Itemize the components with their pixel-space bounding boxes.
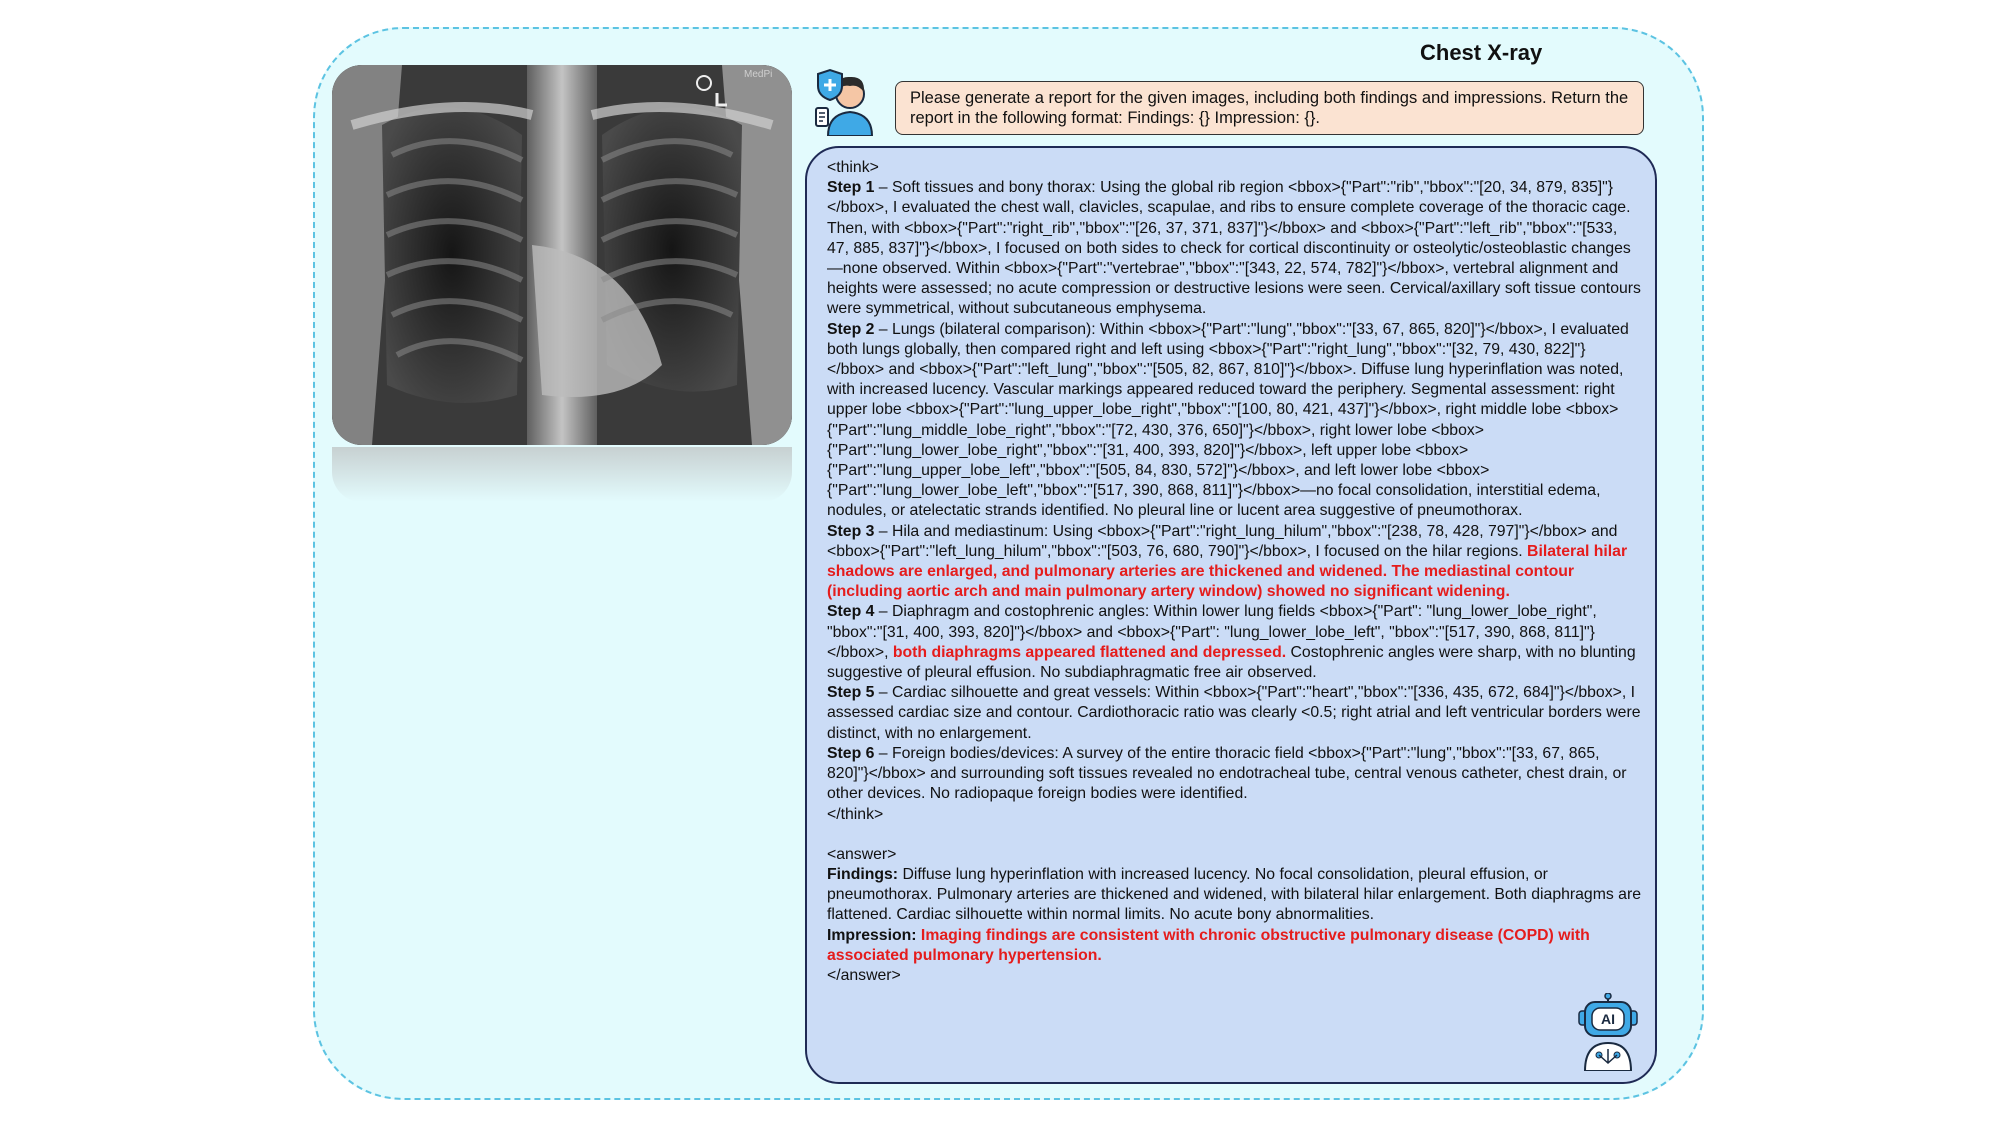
step-paragraph	[827, 178, 1641, 319]
step-paragraph	[827, 320, 1641, 522]
findings-label: Findings:	[827, 865, 899, 883]
step-text: – Hila and mediastinum: Using <bbox>{"Part":"right_lung_hilum","bbox":"[238, 78, 428, 797]"}</bbox> and <bbox>{"Part":"left_lung_hilum","bbox":"[503, 76, 680, 790]"}</bbox>, I focused on the hilar regions.	[827, 522, 1618, 560]
reasoning-steps	[827, 178, 1641, 804]
image-reflection	[332, 447, 792, 502]
step-highlight-text: Bilateral hilar shadows are enlarged, and pulmonary arteries are thickened and widened. The mediastinal contour (including aortic arch and main pulmonary artery window) showed no significant widening.	[827, 542, 1628, 601]
ai-icon-label: AI	[1601, 1011, 1615, 1027]
step-paragraph	[827, 744, 1641, 805]
findings-paragraph	[827, 865, 1641, 926]
answer-open-tag: <answer>	[827, 845, 897, 863]
findings-text: Diffuse lung hyperinflation with increased lucency. No focal consolidation, pleural effusion, or pneumothorax. Pulmonary arteries are thickened and widened, with bilateral hilar enlargement. Both diaphragms are flattened. Cardiac silhouette within normal limits. No acute bony abnormalities.	[827, 865, 1641, 924]
step-paragraph	[827, 522, 1641, 603]
step-label: Step 4	[827, 603, 875, 621]
doctor-user-icon	[810, 66, 880, 136]
impression-label: Impression:	[827, 926, 917, 944]
chest-xray-image	[332, 65, 792, 445]
step-paragraph	[827, 683, 1641, 744]
step-text: – Lungs (bilateral comparison): Within <bbox>{"Part":"lung","bbox":"[33, 67, 865, 820]"}</bbox>, I evaluated both lungs globally, then compared right and left using <bbox>{"Part":"right_lung","bbox":"[32, 79, 430, 822]"}</bbox> and <bbox>{"Part":"left_lung","bbox":"[505, 82, 867, 810]"}</bbox>. Diffuse lung hyperinflation was noted, with increased lucency. Vascular markings appeared reduced toward the periphery. Segmental assessment: right upper lobe <bbox>{"Part":"lung_upper_lobe_right","bbox":"[100, 80, 421, 437]"}</bbox>, right middle lobe <bbox>{"Part":"lung_middle_lobe_right","bbox":"[72, 430, 376, 650]"}</bbox>, right lower lobe <bbox>{"Part":"lung_lower_lobe_right","bbox":"[31, 400, 393, 820]"}</bbox>, left upper lobe <bbox>{"Part":"lung_upper_lobe_left","bbox":"[505, 84, 830, 572]"}</bbox>, and left lower lobe <bbox>{"Part":"lung_lower_lobe_left","bbox":"[517, 390, 868, 811]"}</bbox>—no focal consolidation, interstitial edema, nodules, or atelectatic strands identified. No pleural line or lucent area suggestive of pneumothorax.	[827, 320, 1629, 520]
step-label: Step 6	[827, 744, 875, 762]
think-open-tag: <think>	[827, 159, 879, 176]
answer-close-tag: </answer>	[827, 966, 901, 984]
impression-text: Imaging findings are consistent with chronic obstructive pulmonary disease (COPD) with associated pulmonary hypertension.	[827, 926, 1590, 964]
response-bubble	[805, 146, 1657, 1084]
step-highlight-text: both diaphragms appeared flattened and depressed.	[892, 643, 1287, 661]
robot-ai-icon	[1575, 993, 1641, 1071]
step-label: Step 5	[827, 684, 875, 702]
step-text: Costophrenic angles were sharp, with no blunting suggestive of pleural effusion. No subdiaphragmatic free air observed.	[827, 643, 1636, 682]
step-text: – Foreign bodies/devices: A survey of the entire thoracic field <bbox>{"Part":"lung","bbox":"[33, 67, 865, 820]"}</bbox> and surrounding soft tissues revealed no endotracheal tube, central venous catheter, chest drain, or other devices. No radiopaque foreign bodies were identified.	[827, 744, 1627, 803]
step-label: Step 2	[827, 320, 875, 338]
watermark-text: MedPi	[744, 69, 773, 80]
think-close-tag: </think>	[827, 805, 884, 823]
step-text: – Cardiac silhouette and great vessels: Within <bbox>{"Part":"heart","bbox":"[336, 435, 672, 684]"}</bbox>, I assessed cardiac size and contour. Cardiothoracic ratio was clearly <0.5; right atrial and left ventricular borders were distinct, with no enlargement.	[827, 684, 1641, 742]
step-label: Step 3	[827, 522, 875, 540]
step-label: Step 1	[827, 179, 875, 197]
step-text: – Soft tissues and bony thorax: Using the global rib region <bbox>{"Part":"rib","bbox":"[20, 34, 879, 835]"}</bbox>, I evaluated the chest wall, clavicles, scapulae, and ribs to ensure complete coverage of the thoracic cage. Then, with <bbox>{"Part":"right_rib","bbox":"[26, 37, 371, 837]"}</bbox> and <bbox>{"Part":"left_rib","bbox":"[533, 47, 885, 837]"}</bbox>, I focused on both sides to check for cortical discontinuity or osteolytic/osteoblastic changes—none observed. Within <bbox>{"Part":"vertebrae","bbox":"[343, 22, 574, 782]"}</bbox>, vertebral alignment and heights were assessed; no acute compression or destructive lesions were seen. Cervical/axillary soft tissue contours were symmetrical, without subcutaneous emphysema.	[827, 179, 1641, 318]
step-paragraph	[827, 602, 1641, 683]
step-text: – Diaphragm and costophrenic angles: Within lower lung fields <bbox>{"Part": "lung_lower_lobe_right", "bbox":"[31, 400, 393, 820]"}</bbox> and <bbox>{"Part": "lung_lower_lobe_left", "bbox":"[517, 390, 868, 811]"}</bbox>,	[827, 603, 1597, 661]
prompt-bubble	[895, 81, 1644, 135]
page-title: Chest X-ray	[1420, 40, 1543, 65]
prompt-text: Please generate a report for the given images, including both findings and impressions. Return the report in the following format: Findings: {} Impression: {}.	[910, 89, 1629, 127]
impression-paragraph	[827, 926, 1641, 966]
